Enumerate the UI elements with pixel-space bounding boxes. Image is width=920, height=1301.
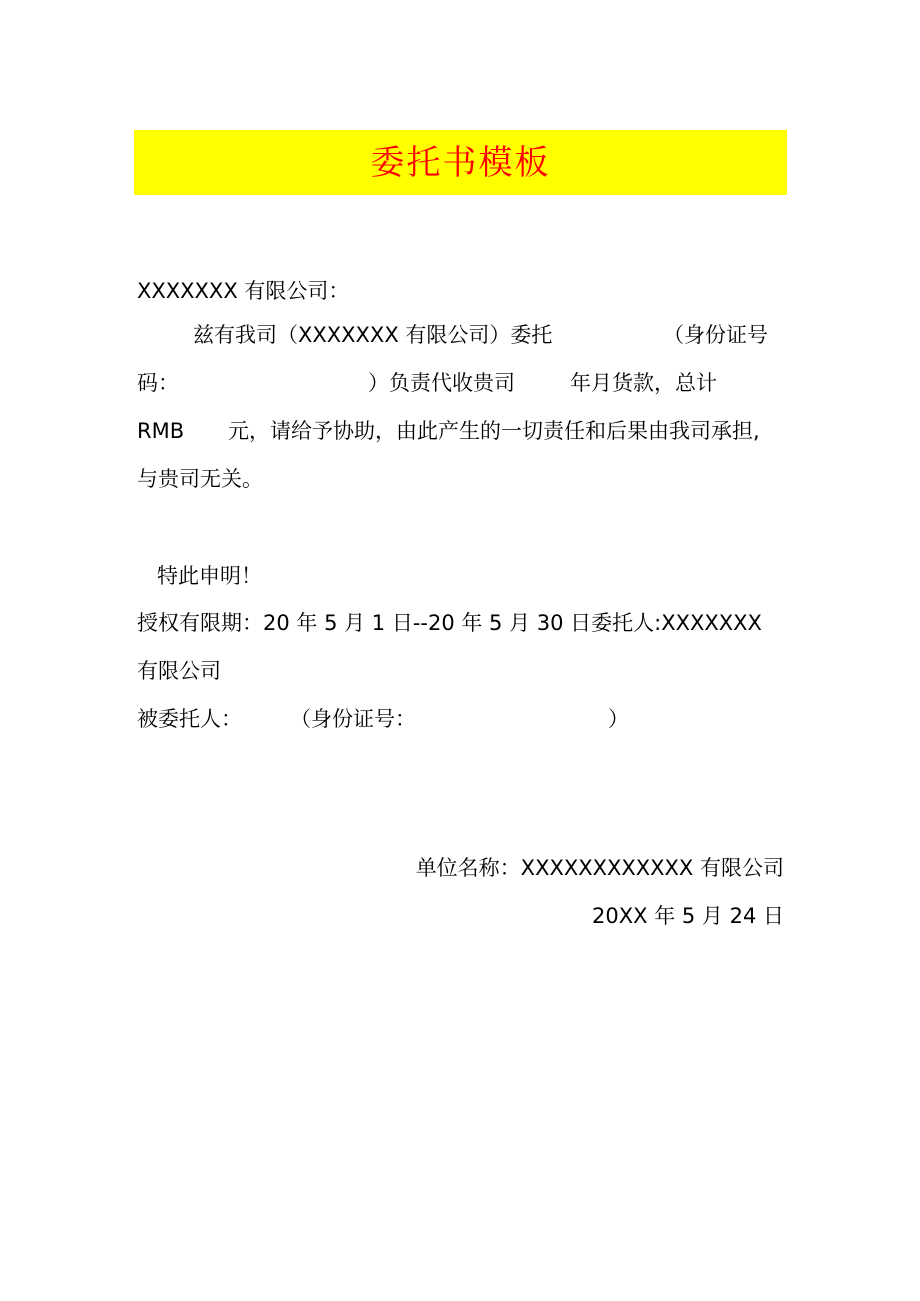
- body-line1-a: 兹有我司（XXXXXXX 有限公司）委托: [193, 323, 553, 347]
- unit-name: 单位名称：XXXXXXXXXXXX 有限公司: [415, 856, 784, 880]
- document-title: 委托书模板: [370, 142, 551, 183]
- salutation: XXXXXXX 有限公司：: [137, 279, 350, 303]
- body-line2-a: 码：: [137, 371, 179, 395]
- trustee-id-close: ）: [608, 707, 629, 731]
- authorization-company: 有限公司: [137, 659, 221, 683]
- body-line2-b: ）负责代收贵司: [368, 371, 515, 395]
- trustee-label: 被委托人：: [137, 707, 242, 731]
- authorization-period: 授权有限期：20 年 5 月 1 日--20 年 5 月 30 日委托人:XXXXXXX: [137, 611, 762, 635]
- signature-date: 20XX 年 5 月 24 日: [592, 904, 784, 928]
- body-line3-a: RMB: [137, 419, 185, 443]
- body-line1-b: （身份证号: [663, 323, 768, 347]
- body-line4: 与贵司无关。: [137, 467, 263, 491]
- title-banner: [134, 130, 787, 195]
- declaration: 特此申明！: [157, 564, 262, 588]
- body-line3-b: 元，请给予协助，由此产生的一切责任和后果由我司承担,: [228, 419, 760, 443]
- trustee-id-open: （身份证号：: [290, 707, 416, 731]
- body-line2-c: 年月货款，总计: [570, 371, 717, 395]
